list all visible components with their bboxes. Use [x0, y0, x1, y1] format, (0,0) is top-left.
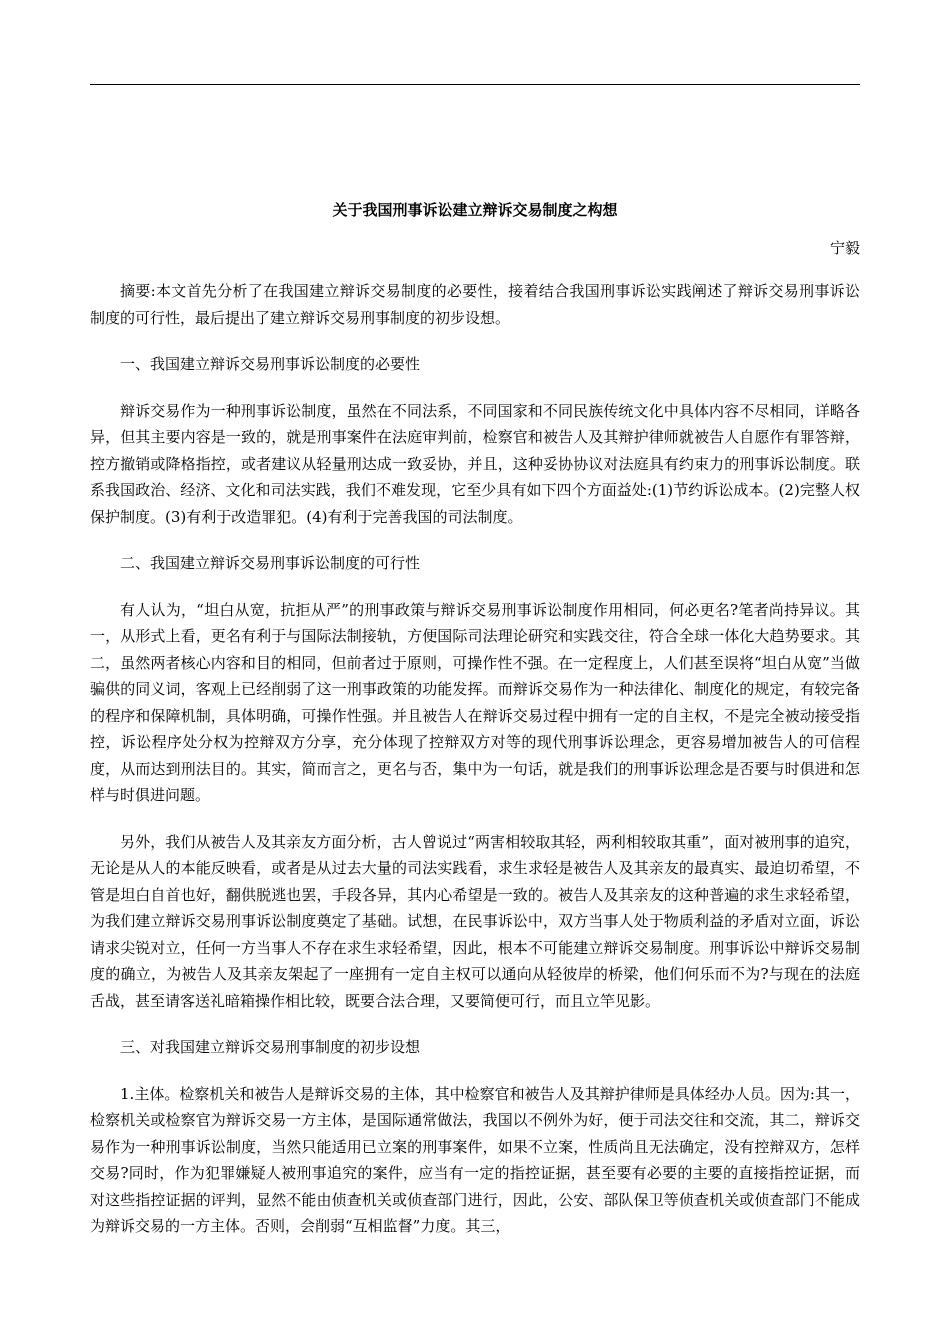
author-name: 宁毅 — [829, 239, 860, 257]
header-rule — [90, 84, 860, 85]
section-heading-3: 三、对我国建立辩诉交易刑事制度的初步设想 — [120, 1038, 421, 1056]
section-2-paragraph-2: 另外，我们从被告人及其亲友方面分析，古人曾说过“两害相较取其轻，两利相较取其重”，面对被刑事的追究，无论是从人的本能反映看，或者是从过去大量的司法实践看，求生求轻是被告人及其亲友的最真实、最迫切希望，不管是坦白自首也好，翻供脱逃也罢，手段各异，其内心希望是一致的。被告人及其亲友的这种普遍的求生求轻希望，为我们建立辩诉交易刑事诉讼制度奠定了基础。试想，在民事诉讼中，双方当事人处于物质利益的矛盾对立面，诉讼请求尖锐对立，任何一方当事人不存在求生求轻希望，因此，根本不可能建立辩诉交易制度。刑事诉讼中辩诉交易制度的确立，为被告人及其亲友架起了一座拥有一定自主权可以通向从轻彼岸的桥梁，他们何乐而不为?与现在的法庭舌战，甚至请客送礼暗箱操作相比较，既要合法合理，又要简便可行，而且立竿见影。 — [90, 832, 860, 1010]
section-heading-2: 二、我国建立辩诉交易刑事诉讼制度的可行性 — [120, 554, 421, 572]
section-3-paragraph-1: 1.主体。检察机关和被告人是辩诉交易的主体，其中检察官和被告人及其辩护律师是具体经办人员。因为:其一，检察机关或检察官为辩诉交易一方主体，是国际通常做法，我国以不例外为好，便于司法交往和交流，其二，辩诉交易作为一种刑事诉讼制度，当然只能适用已立案的刑事案件，如果不立案，性质尚且无法确定，没有控辩双方，怎样交易?同时，作为犯罪嫌疑人被刑事追究的案件，应当有一定的指控证据，甚至要有必要的主要的直接指控证据，而对这些指控证据的评判，显然不能由侦查机关或侦查部门进行，因此，公安、部队保卫等侦查机关或侦查部门不能成为辩诉交易的一方主体。否则，会削弱“互相监督”力度。其三， — [90, 1084, 860, 1235]
abstract-paragraph: 摘要:本文首先分析了在我国建立辩诉交易制度的必要性，接着结合我国刑事诉讼实践阐述了辩诉交易刑事诉讼制度的可行性，最后提出了建立辩诉交易刑事制度的初步设想。 — [90, 282, 860, 327]
section-1-paragraph: 辩诉交易作为一种刑事诉讼制度，虽然在不同法系，不同国家和不同民族传统文化中具体内容不尽相同，详略各异，但其主要内容是一致的，就是刑事案件在法庭审判前，检察官和被告人及其辩护律师就被告人自愿作有罪答辩，控方撤销或降格指控，或者建议从轻量刑达成一致妥协，并且，这种妥协协议对法庭具有约束力的刑事诉讼制度。联系我国政治、经济、文化和司法实践，我们不难发现，它至少具有如下四个方面益处:(1)节约诉讼成本。(2)完整人权保护制度。(3)有利于改造罪犯。(4)有利于完善我国的司法制度。 — [90, 401, 860, 526]
section-2-paragraph-1: 有人认为，“坦白从宽，抗拒从严”的刑事政策与辩诉交易刑事诉讼制度作用相同，何必更名?笔者尚持异议。其一，从形式上看，更名有利于与国际法制接轨，方便国际司法理论研究和实践交往，符合全球一体化大趋势要求。其二，虽然两者核心内容和目的相同，但前者过于原则，可操作性不强。在一定程度上，人们甚至误将“坦白从宽”当做骗供的同义词，客观上已经削弱了这一刑事政策的功能发挥。而辩诉交易作为一种法律化、制度化的规定，有较完备的程序和保障机制，具体明确，可操作性强。并且被告人在辩诉交易过程中拥有一定的自主权，不是完全被动接受指控，诉讼程序处分权为控辩双方分享，充分体现了控辩双方对等的现代刑事诉讼理念，更容易增加被告人的可信程度，从而达到刑法目的。其实，简而言之，更名与否，集中为一句话，就是我们的刑事诉讼理念是否要与时俱进和怎样与时俱进问题。 — [90, 600, 860, 804]
section-heading-1: 一、我国建立辩诉交易刑事诉讼制度的必要性 — [120, 355, 421, 373]
document-title: 关于我国刑事诉讼建立辩诉交易制度之构想 — [332, 201, 618, 219]
document-body — [90, 196, 860, 1240]
